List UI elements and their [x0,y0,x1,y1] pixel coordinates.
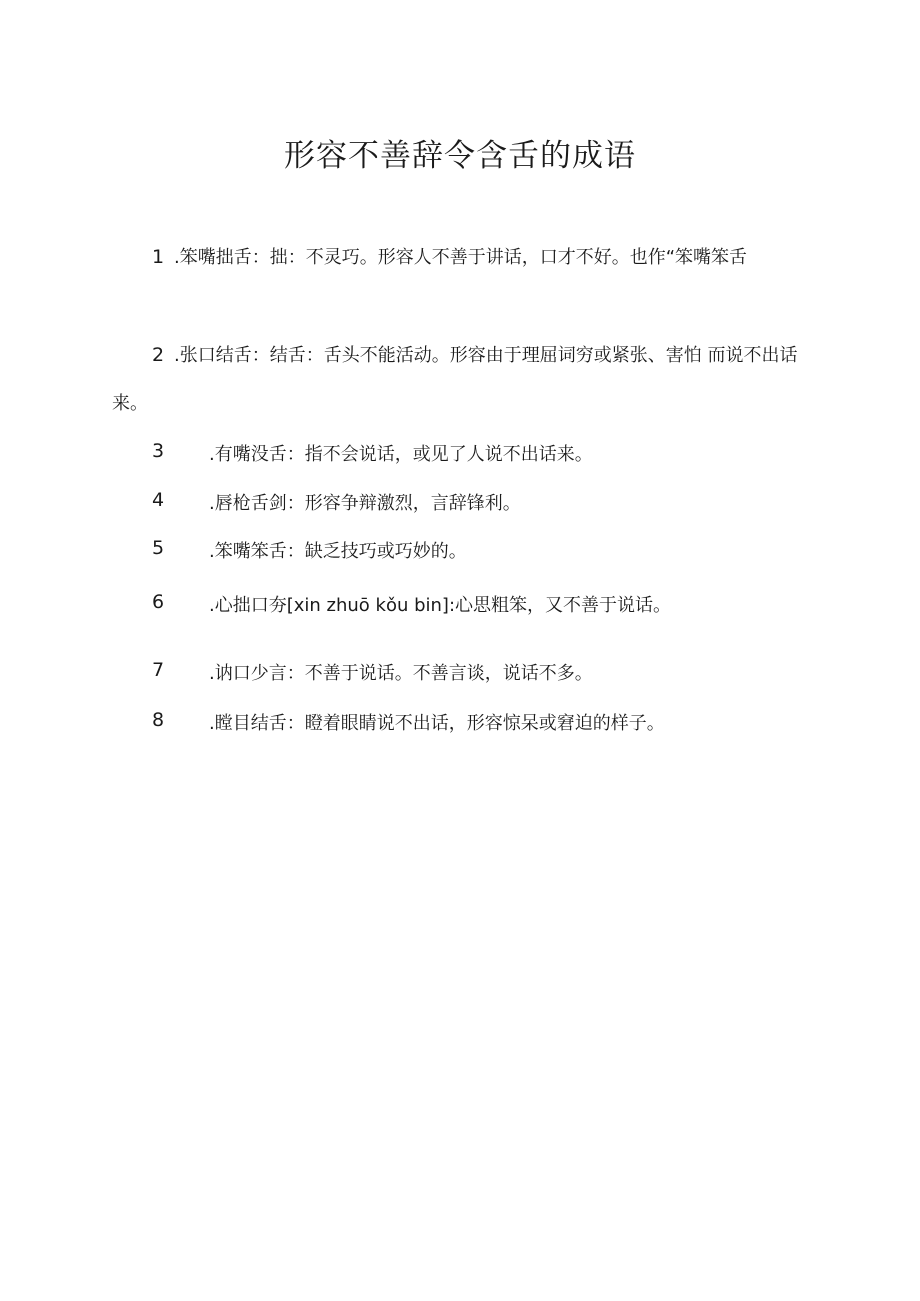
item-text: .唇枪舌剑：形容争辩激烈，言辞锋利。 [209,493,521,514]
item-number: 7 [152,659,165,681]
item-text: .瞠目结舌：瞪着眼睛说不出话，形容惊呆或窘迫的样子。 [209,713,665,734]
item-text: .有嘴没舌：指不会说话，或见了人说不出话来。 [209,444,593,465]
item-number: 5 [152,537,165,559]
document-title: 形容不善辞令含舌的成语 [284,138,636,174]
item-number: 3 [152,440,165,462]
item-text: .心拙口夯[xin zhuō kǒu bin]:心思粗笨，又不善于说话。 [209,595,672,616]
item-text: .张口结舌：结舌：舌头不能活动。形容由于理屈词穷或紧张、害怕 而说不出话来。 [112,345,798,414]
item-text: .笨嘴笨舌：缺乏技巧或巧妙的。 [209,541,467,562]
item-number: 4 [152,489,165,511]
item-number: 8 [152,709,165,731]
item-number: 6 [152,591,165,613]
list-item-2 [112,332,807,428]
item-text: .笨嘴拙舌：拙：不灵巧。形容人不善于讲话，口才不好。也作“笨嘴笨舌 [174,247,748,268]
item-number: 1 [152,246,165,268]
list-item-1 [112,234,807,282]
item-number: 2 [152,344,165,366]
item-text: .讷口少言：不善于说话。不善言谈，说话不多。 [209,663,593,684]
